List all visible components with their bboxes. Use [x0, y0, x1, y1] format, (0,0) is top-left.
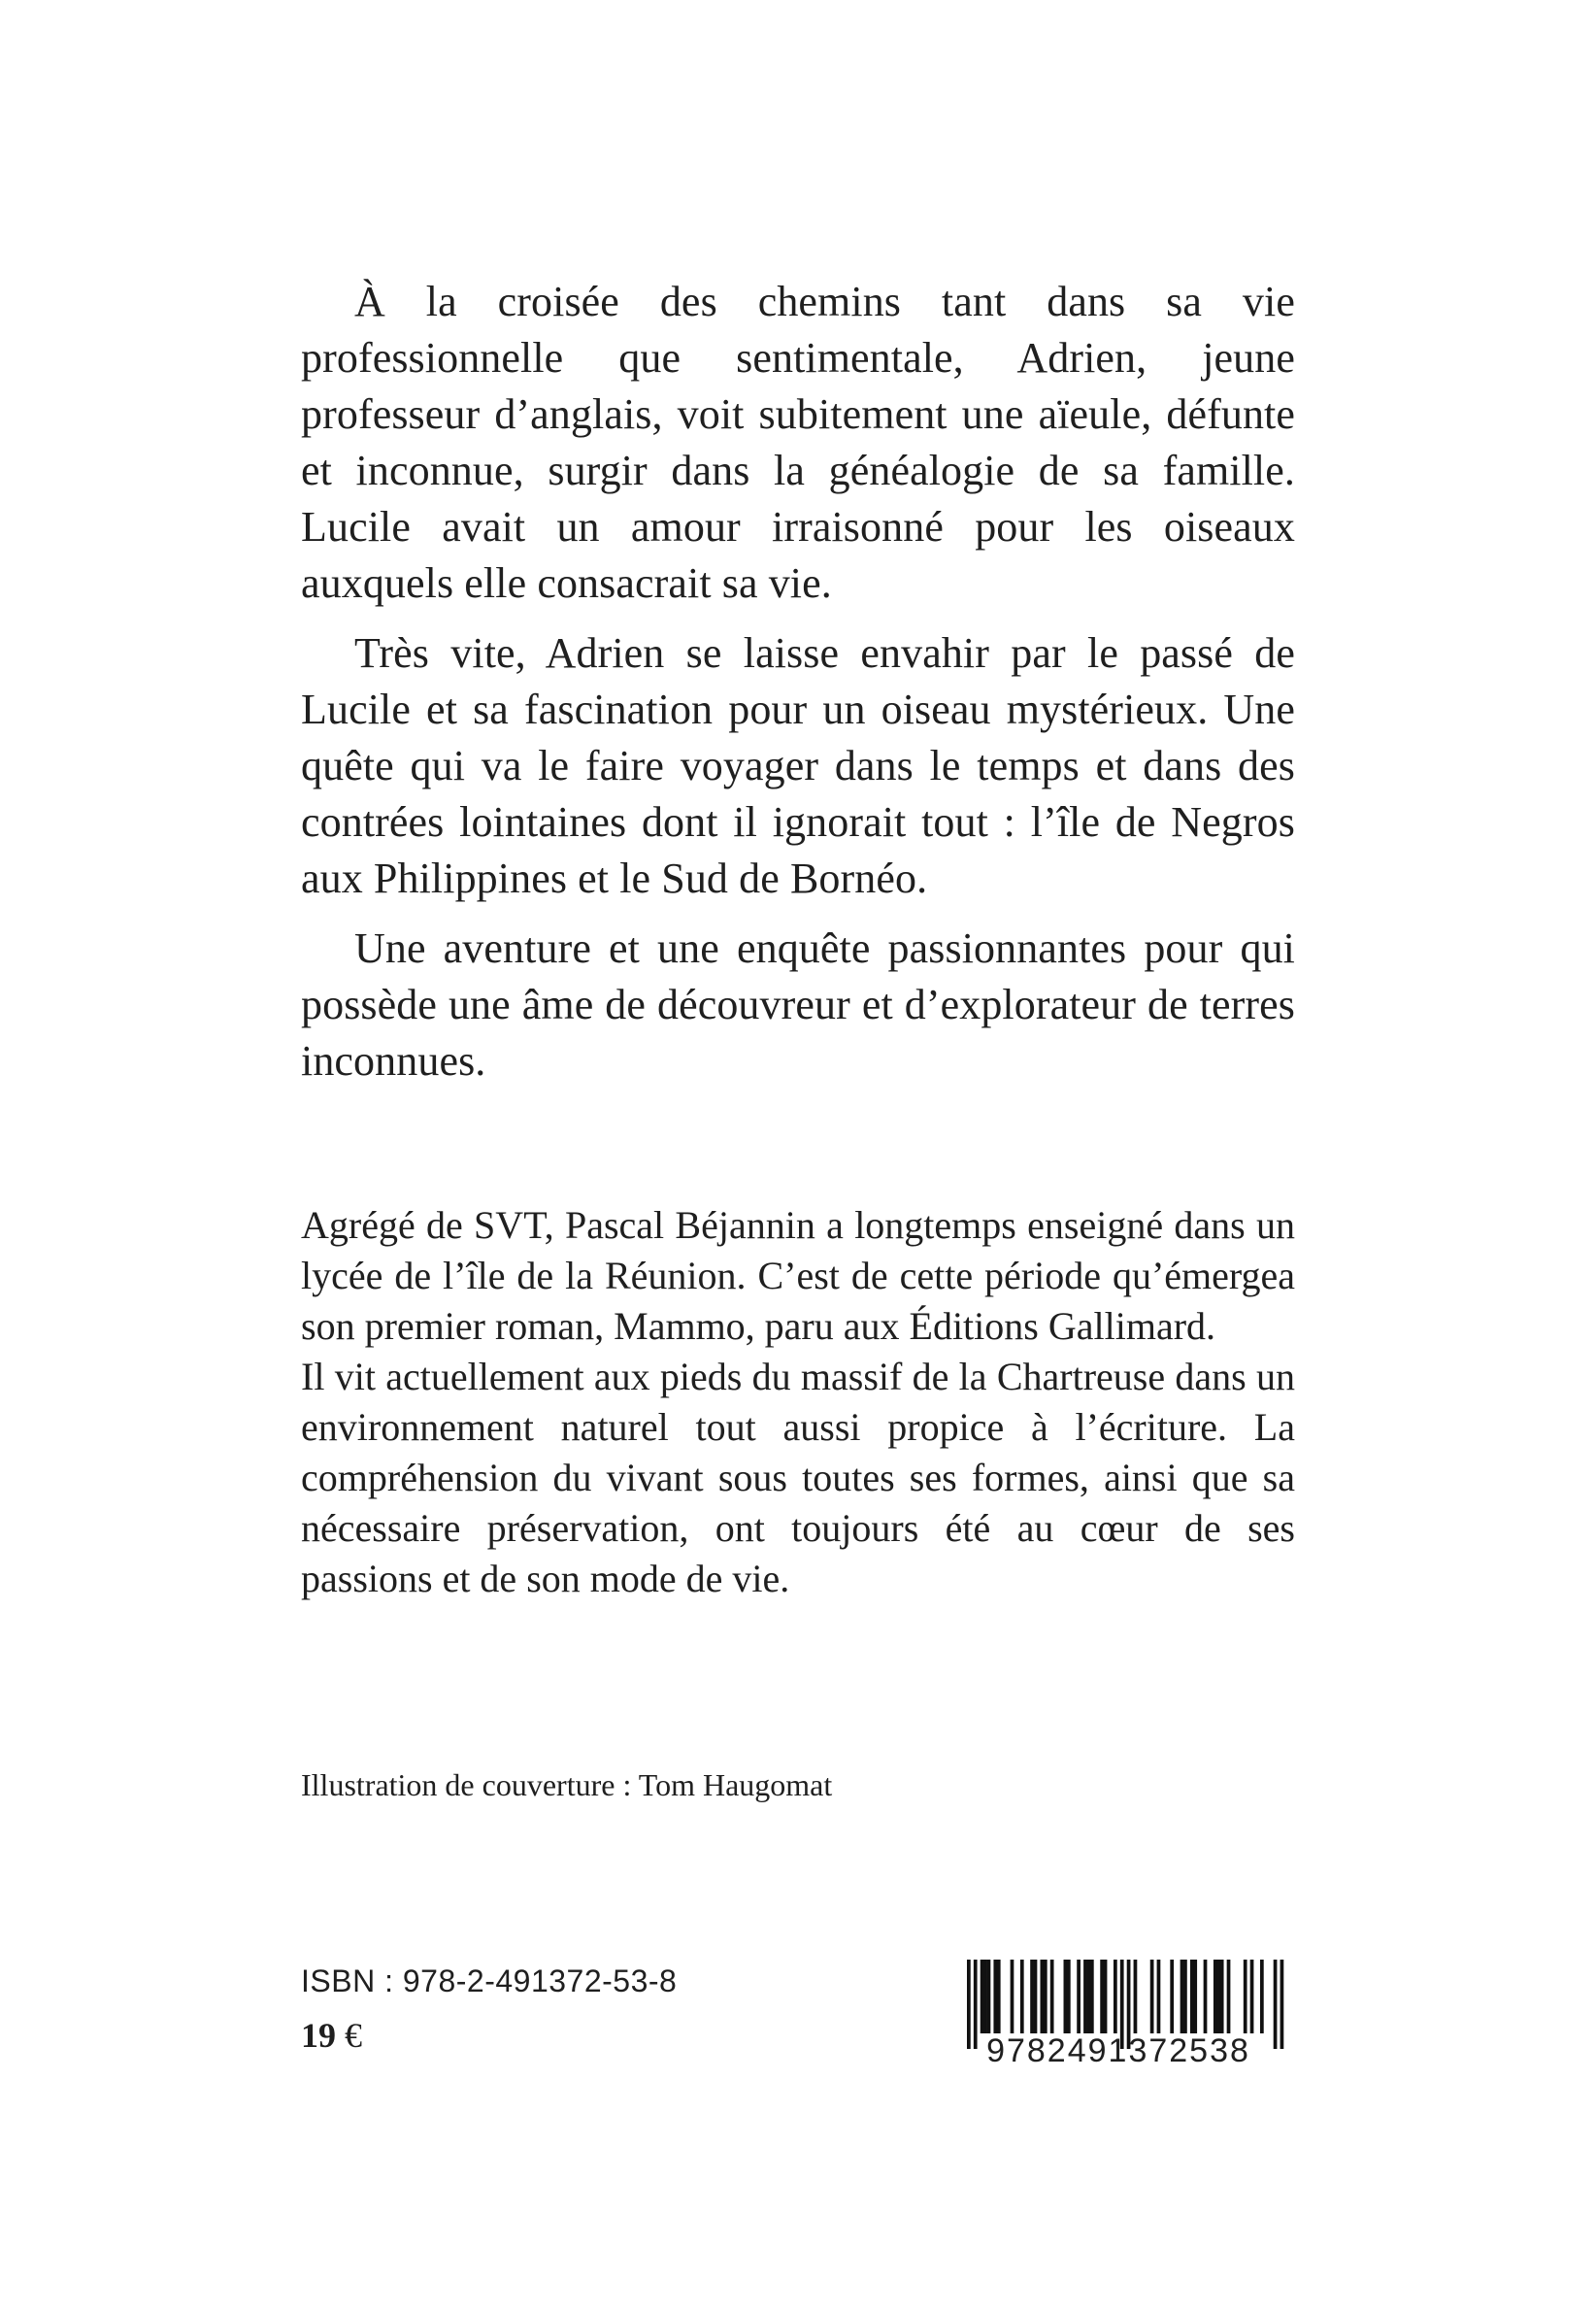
synopsis-paragraph-3: Une aventure et une enquête passionnantes pour qui possède une âme de découvreur et d’explorateur de terres inconnues.	[301, 924, 1295, 1085]
barcode-bar	[1170, 1960, 1174, 2033]
barcode-bar	[1244, 1960, 1247, 2033]
barcode-bar	[1214, 1960, 1217, 2033]
barcode-bar	[1104, 1960, 1108, 2033]
barcode-bar	[997, 1960, 1001, 2033]
barcode-bar	[1260, 1960, 1264, 2033]
barcode-bar	[1030, 1960, 1034, 2033]
barcode-bar	[1044, 1960, 1047, 2033]
barcode	[949, 1960, 1287, 2068]
barcode-bar	[993, 1960, 997, 2033]
barcode-bar	[1020, 1960, 1024, 2033]
barcode-bar	[1011, 1960, 1014, 2033]
barcode-bar	[1190, 1960, 1194, 2033]
cover-illustration-credit: Illustration de couverture : Tom Haugomat	[301, 1767, 833, 1802]
synopsis-paragraph-1: À la croisée des chemins tant dans sa vie professionnelle que sentimentale, Adrien, jeune professeur d’anglais, voit subitement une aïeule, défunte et inconnue, surgir dans la généalogie de sa famille. Lucile avait un amour irraisonné pour les oiseaux auxquels elle consacrait sa vie.	[301, 278, 1295, 607]
barcode-bar	[1040, 1960, 1044, 2033]
barcode-bar	[1083, 1960, 1087, 2033]
barcode-bar	[983, 1960, 987, 2033]
barcode-bar	[981, 1960, 984, 2033]
barcode-bar	[1193, 1960, 1197, 2033]
synopsis	[301, 274, 1295, 1103]
price-currency: €	[345, 2016, 362, 2055]
barcode-bar	[1157, 1960, 1161, 2033]
author-bio-paragraph-2: Il vit actuellement aux pieds du massif de la Chartreuse dans un environnement naturel tout aussi propice à l’écriture. La compréhension du vivant sous toutes ses formes, ainsi que sa nécessaire préservation, ont toujours été au cœur de ses passions et de son mode de vie.	[301, 1355, 1295, 1600]
barcode-bar	[1114, 1960, 1117, 2033]
barcode-bar	[1067, 1960, 1071, 2033]
barcode-bar	[987, 1960, 991, 2033]
barcode-bar	[1090, 1960, 1094, 2033]
price-amount: 19	[301, 2016, 336, 2055]
barcode-bar	[1050, 1960, 1054, 2033]
barcode-bar	[1150, 1960, 1154, 2033]
barcode-bar	[1250, 1960, 1254, 2033]
barcode-bar	[1220, 1960, 1224, 2033]
barcode-bar	[1100, 1960, 1104, 2033]
barcode-digits: 9782491372538	[986, 2032, 1250, 2069]
barcode-bar	[1087, 1960, 1091, 2033]
synopsis-paragraph-2: Très vite, Adrien se laisse envahir par le passé de Lucile et sa fascination pour un oiseau mystérieux. Une quête qui va le faire voyager dans le temps et dans des contrées lointaines dont il ignorait tout : l’île de Negros aux Philippines et le Sud de Bornéo.	[301, 629, 1295, 902]
barcode-bar	[1134, 1960, 1138, 2033]
price	[301, 2014, 362, 2057]
barcode-bar	[1077, 1960, 1081, 2033]
author-bio	[301, 1200, 1295, 1604]
barcode-bar	[1227, 1960, 1231, 2033]
barcode-bar	[1064, 1960, 1068, 2033]
barcode-bar	[1216, 1960, 1220, 2033]
isbn: ISBN : 978-2-491372-53-8	[301, 1963, 678, 1998]
barcode-bar	[1204, 1960, 1208, 2033]
author-bio-paragraph-1: Agrégé de SVT, Pascal Béjannin a longtemps enseigné dans un lycée de l’île de la Réunion. C’est de cette période qu’émergea son premier roman, Mammo, paru aux Éditions Gallimard.	[301, 1203, 1295, 1348]
barcode-bar	[1183, 1960, 1187, 2033]
barcode-bar	[1180, 1960, 1184, 2033]
barcode-bar	[1034, 1960, 1038, 2033]
